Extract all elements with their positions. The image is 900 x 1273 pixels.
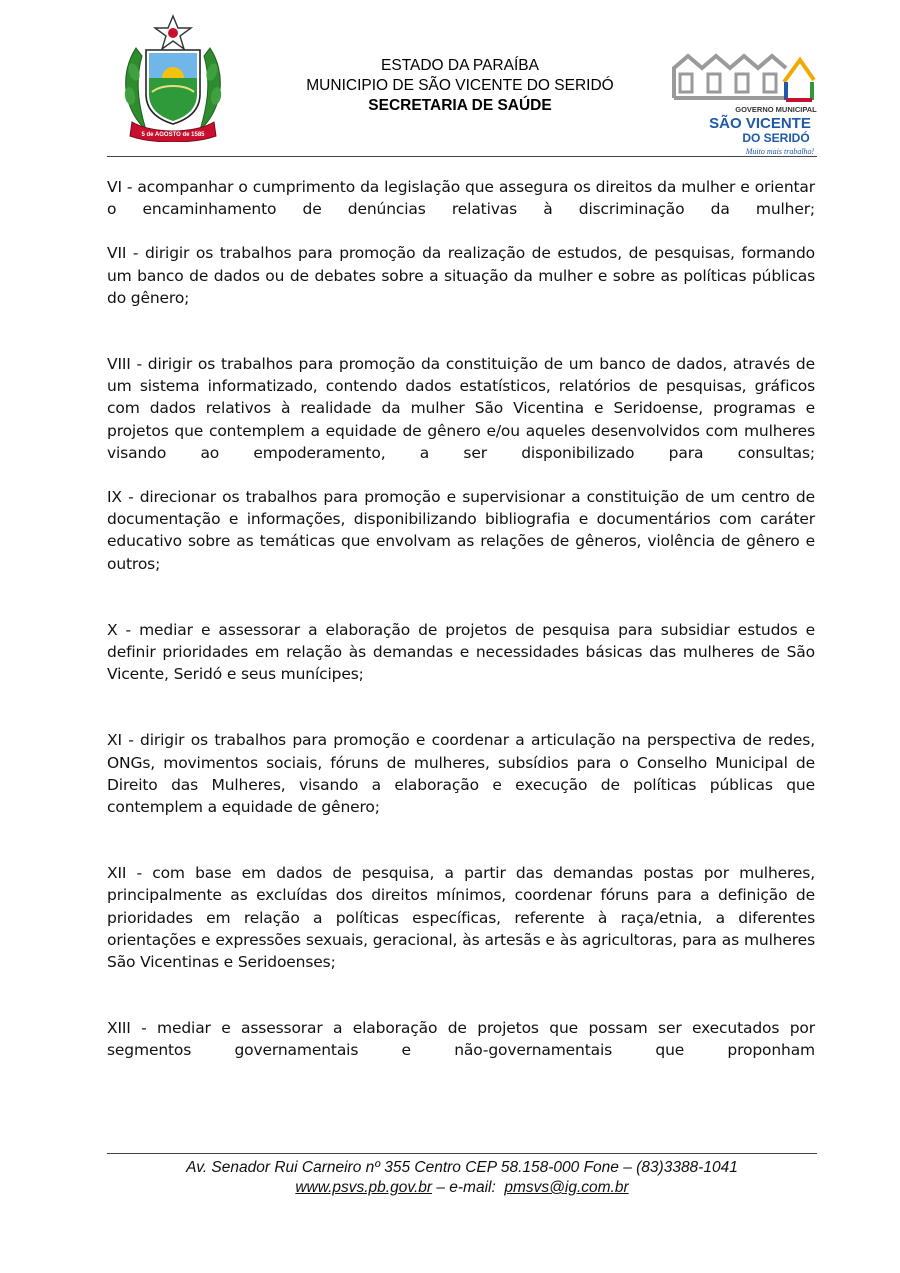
footer-contact-line (107, 1178, 817, 1198)
paragraph-viii: VIII - dirigir os trabalhos para promoção da constituição de um banco de dados, através de um sistema informatizado, contendo dados estatísticos, relatórios de pesquisas, gráficos com dados relativos à realidade da mulher São Vicentina e Seridoense, programas e projetos que contemplem a equidade de gênero e/ou aqueles desenvolvidos com mulheres visando ao empoderamento, a ser disponibilizado para consultas; (107, 355, 815, 462)
paragraph-x: X - mediar e assessorar a elaboração de projetos de pesquisa para subsidiar estudos e definir prioridades em relação às demandas e necessidades básicas das mulheres de São Vicente, Seridó e seus munícipes; (107, 620, 815, 684)
coat-of-arms-ribbon-text: 5 de AGOSTO de 1585 (141, 132, 205, 138)
footer-email-label: – e-mail: (432, 1179, 505, 1196)
logo-line-governo: GOVERNO MUNICIPAL (735, 105, 817, 114)
paragraph-ix: IX - direcionar os trabalhos para promoção e supervisionar a constituição de um centro de documentação e informações, disponibilizando bibliografia e documentários com caráter educativo sobre as temáticas que envolvam as relações de gêneros, violência de gênero e outros; (107, 488, 815, 573)
footer-divider (107, 1153, 817, 1154)
logo-slogan: Muito mais trabalho! (745, 147, 815, 156)
document-body (107, 176, 815, 1062)
paragraph-xi: XI - dirigir os trabalhos para promoção e coordenar a articulação na perspectiva de redes, ONGs, movimentos sociais, fóruns de mulheres, subsídios para o Conselho Municipal de Direito das Mulheres, visando a elaboração e execução de políticas públicas que contemplem a equidade de gênero; (107, 731, 815, 817)
municipality-name: MUNICIPIO DE SÃO VICENTE DO SERIDÓ (306, 77, 614, 94)
header-divider (107, 156, 817, 157)
state-name: ESTADO DA PARAÍBA (381, 57, 539, 74)
paragraph-vii: VII - dirigir os trabalhos para promoção da realização de estudos, de pesquisas, formando um banco de dados ou de debates sobre a situação da mulher e sobre as políticas públicas do gênero; (107, 244, 815, 307)
paragraph-xiii: XIII - mediar e assessorar a elaboração de projetos que possam ser executados por segmentos governamentais e não-governamentais que proponham (107, 1019, 815, 1060)
letterhead (0, 0, 900, 160)
letterhead-title-block (240, 56, 680, 116)
municipal-government-logo (668, 48, 818, 158)
footer (107, 1158, 817, 1198)
paragraph-vi: VI - acompanhar o cumprimento da legislação que assegura os direitos da mulher e orientar o encaminhamento de denúncias relativas à discriminação da mulher; (107, 178, 815, 219)
department-name: SECRETARIA DE SAÚDE (368, 97, 552, 114)
email-link[interactable]: pmsvs@ig.com.br (504, 1179, 629, 1196)
footer-address: Av. Senador Rui Carneiro nº 355 Centro CEP 58.158-000 Fone – (83)3388-1041 (186, 1159, 738, 1176)
paraiba-coat-of-arms-icon (116, 14, 230, 142)
paragraph-xii: XII - com base em dados de pesquisa, a partir das demandas postas por mulheres, principalmente as excluídas dos direitos mínimos, coordenar fóruns para a definição de prioridades em relação a políticas específicas, referente à raça/etnia, a diferentes orientações e expressões sexuais, geracional, às artesãs e às agricultoras, para as mulheres São Vicentinas e Seridoenses; (107, 864, 815, 972)
logo-line-sao-vicente: SÃO VICENTE (709, 115, 811, 132)
logo-line-serido: DO SERIDÓ (742, 131, 810, 145)
website-link[interactable]: www.psvs.pb.gov.br (295, 1179, 433, 1196)
